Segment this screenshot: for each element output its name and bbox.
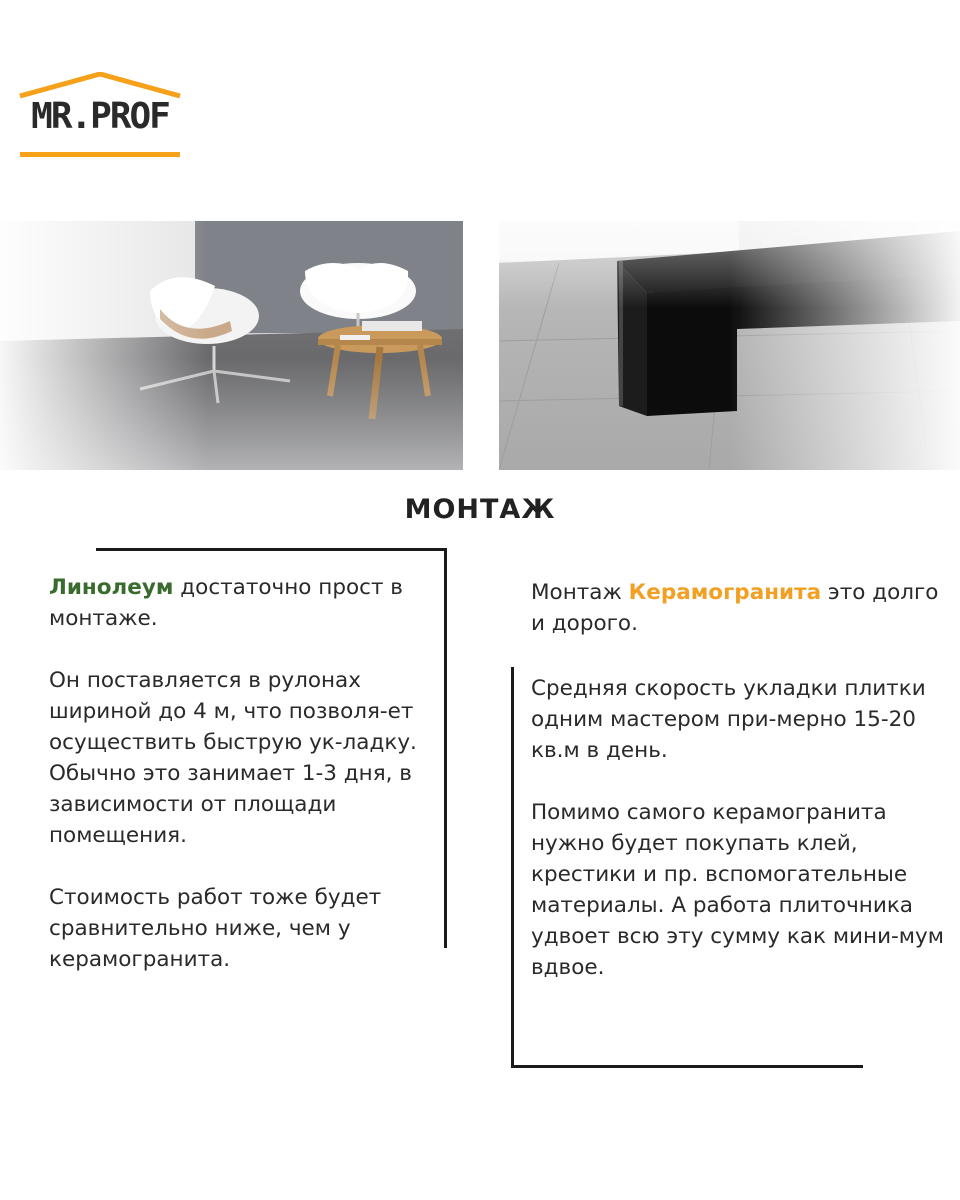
- section-title: МОНТАЖ: [404, 494, 556, 525]
- porcelain-highlight: Керамогранита: [628, 580, 822, 605]
- porcelain-intro: [531, 577, 941, 639]
- porcelain-installation-text: [531, 673, 960, 1014]
- right-frame-left-line: [511, 667, 514, 1068]
- lounge-chairs-photo: [0, 221, 463, 470]
- linoleum-paragraph-2: Он поставляется в рулонах шириной до 4 м, что позволя-ет осуществить быструю ук-ладку. Обычно это занимает 1-3 дня, в зависимости от площади помещения.: [49, 668, 417, 848]
- linoleum-intro-rest: достаточно прост в монтаже.: [49, 575, 403, 631]
- porcelain-tile-floor-photo: [499, 221, 960, 470]
- porcelain-intro-before: Монтаж: [531, 580, 629, 605]
- brand-logo: [18, 72, 182, 162]
- logo-text: MR.PROF: [31, 96, 169, 137]
- linoleum-installation-text: [49, 572, 449, 1006]
- left-frame-top-line: [96, 548, 447, 551]
- porcelain-paragraph-2: Средняя скорость укладки плитки одним мастером при-мерно 15-20 кв.м в день.: [531, 676, 926, 763]
- linoleum-intro: [49, 572, 449, 634]
- porcelain-paragraph-3: Помимо самого керамогранита нужно будет покупать клей, крестики и пр. вспомогательные материалы. А работа плиточника удвоет всю эту сумму как мини-мум вдвое.: [531, 800, 944, 980]
- linoleum-paragraph-3: Стоимость работ тоже будет сравнительно ниже, чем у керамогранита.: [49, 885, 382, 972]
- right-frame-bottom-line: [511, 1065, 863, 1068]
- porcelain-intro-after: это долго и дорого.: [531, 580, 939, 636]
- linoleum-highlight: Линолеум: [49, 575, 174, 600]
- porcelain-intro-text: [531, 577, 941, 670]
